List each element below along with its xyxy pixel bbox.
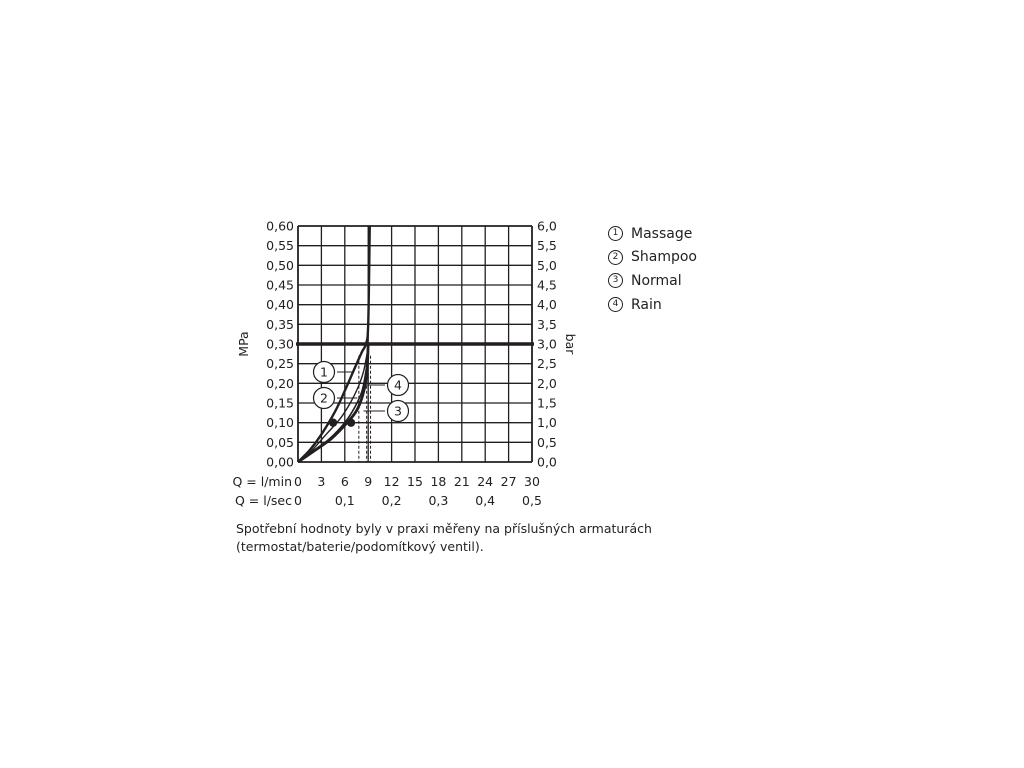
left-tick-label: 0,30 bbox=[266, 336, 294, 352]
left-tick-label: 0,10 bbox=[266, 415, 294, 431]
data-marker bbox=[347, 418, 355, 426]
left-tick-label: 0,60 bbox=[266, 218, 294, 234]
right-tick-label: 0,0 bbox=[537, 454, 557, 470]
x-tick-lsec: 0,1 bbox=[334, 493, 355, 508]
left-tick-label: 0,50 bbox=[266, 257, 294, 273]
legend-number: 4 bbox=[608, 297, 623, 312]
left-tick-label: 0,35 bbox=[266, 316, 294, 332]
x-tick-lmin: 18 bbox=[430, 474, 447, 489]
callout-number: 2 bbox=[320, 390, 328, 406]
x-tick-lsec: 0,4 bbox=[475, 493, 496, 508]
x-tick-lmin: 15 bbox=[407, 474, 423, 489]
x-tick-lmin: 27 bbox=[500, 474, 517, 489]
left-tick-label: 0,45 bbox=[266, 277, 294, 293]
right-tick-label: 2,5 bbox=[537, 356, 557, 372]
x-tick-lmin: 30 bbox=[524, 474, 540, 489]
legend-item-3 bbox=[608, 269, 697, 293]
right-axis-label: bar bbox=[563, 333, 578, 355]
right-tick-label: 3,5 bbox=[537, 316, 557, 332]
x-axis-lsec-label: Q = l/sec bbox=[234, 493, 292, 508]
legend-item-4 bbox=[608, 293, 697, 317]
right-tick-label: 5,0 bbox=[537, 257, 557, 273]
callout-number: 4 bbox=[394, 377, 402, 393]
right-tick-label: 1,0 bbox=[537, 415, 557, 431]
left-tick-label: 0,20 bbox=[266, 375, 294, 391]
chart-caption: Spotřební hodnoty byly v praxi měřeny na příslušných armaturách (termostat/baterie/podomítkový ventil). bbox=[236, 521, 652, 554]
right-tick-label: 1,5 bbox=[537, 395, 557, 411]
x-tick-lsec: 0,3 bbox=[428, 493, 449, 508]
right-tick-label: 0,5 bbox=[537, 434, 557, 450]
x-tick-lmin: 0 bbox=[294, 474, 302, 489]
legend-number: 1 bbox=[608, 226, 623, 241]
left-tick-label: 0,40 bbox=[266, 297, 294, 313]
right-tick-label: 5,5 bbox=[537, 238, 557, 254]
x-tick-lmin: 3 bbox=[317, 474, 326, 489]
right-tick-label: 3,0 bbox=[537, 336, 557, 352]
right-tick-label: 4,5 bbox=[537, 277, 557, 293]
legend-label: Rain bbox=[631, 296, 662, 313]
legend-item-1 bbox=[608, 222, 697, 246]
x-tick-lsec: 0,5 bbox=[522, 493, 542, 508]
x-tick-lmin: 6 bbox=[340, 474, 349, 489]
left-tick-label: 0,00 bbox=[266, 454, 294, 470]
left-tick-label: 0,15 bbox=[266, 395, 294, 411]
data-marker bbox=[329, 418, 337, 426]
x-tick-lsec: 0 bbox=[294, 493, 302, 508]
callout-number: 3 bbox=[394, 403, 402, 419]
legend-item-2 bbox=[608, 246, 697, 270]
x-tick-lsec: 0,2 bbox=[381, 493, 402, 508]
right-tick-label: 2,0 bbox=[537, 375, 557, 391]
left-tick-label: 0,55 bbox=[266, 238, 294, 254]
x-tick-lmin: 21 bbox=[453, 474, 470, 489]
x-tick-lmin: 9 bbox=[364, 474, 373, 489]
legend-label: Massage bbox=[631, 225, 693, 242]
x-axis-lmin-label: Q = l/min bbox=[232, 474, 292, 489]
left-tick-label: 0,25 bbox=[266, 356, 294, 372]
right-tick-label: 4,0 bbox=[537, 297, 557, 313]
left-axis-label: MPa bbox=[236, 331, 251, 357]
legend-number: 3 bbox=[608, 273, 623, 288]
x-tick-lmin: 12 bbox=[383, 474, 400, 489]
legend-label: Shampoo bbox=[631, 249, 697, 266]
left-tick-label: 0,05 bbox=[266, 434, 294, 450]
callout-number: 1 bbox=[320, 364, 328, 380]
legend bbox=[608, 222, 697, 316]
legend-number: 2 bbox=[608, 250, 623, 265]
x-tick-lmin: 24 bbox=[477, 474, 494, 489]
right-tick-label: 6,0 bbox=[537, 218, 557, 234]
legend-label: Normal bbox=[631, 272, 682, 289]
